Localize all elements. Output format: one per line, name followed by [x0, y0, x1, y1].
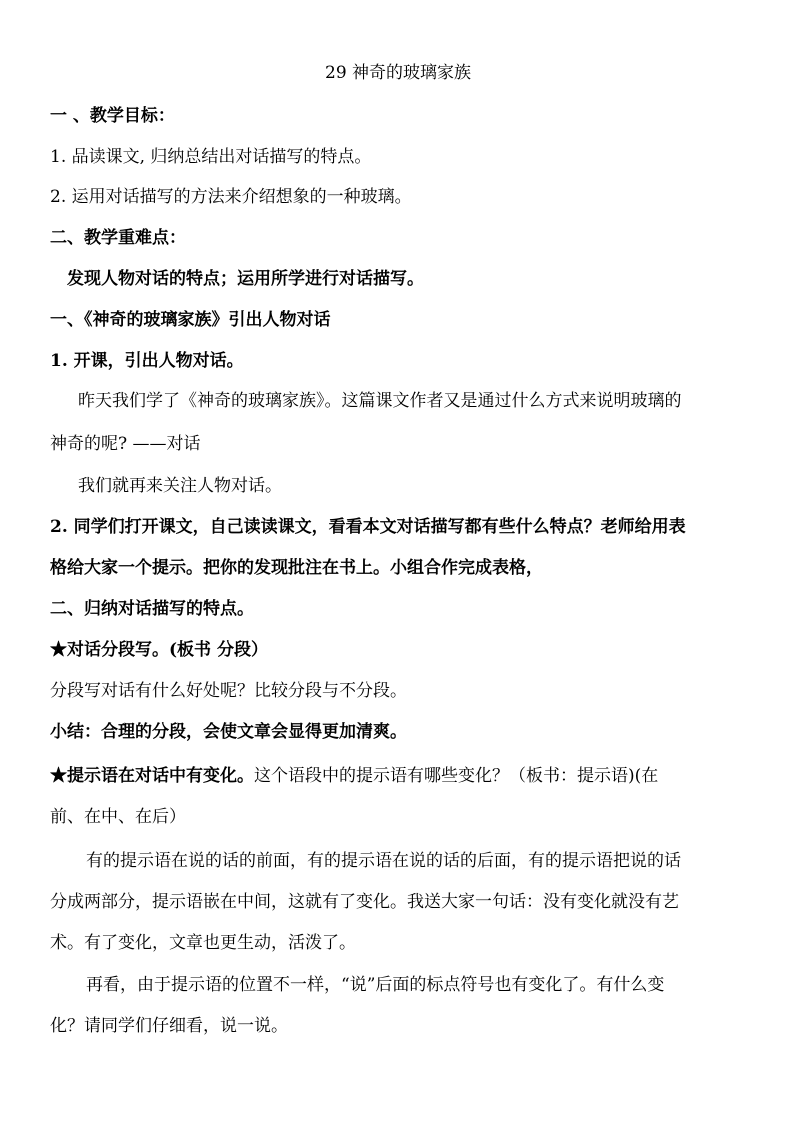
step-2-line-1: 2. 同学们打开课文，自己读读课文，看看本文对话描写都有些什么特点？老师给用表: [50, 517, 686, 537]
heading-key-points: 二、教学重难点：: [50, 228, 186, 248]
paragraph-3-line-3: 术。有了变化，文章也更生动，活泼了。: [50, 933, 356, 953]
star-item-2-rest: 这个语段中的提示语有哪些变化？（板书：提示语)(在: [254, 766, 659, 786]
goal-item-1: 1. 品读课文, 归纳总结出对话描写的特点。: [50, 147, 372, 167]
question-1: 分段写对话有什么好处呢？比较分段与不分段。: [50, 681, 407, 701]
star-item-1: ★对话分段写。(板书 分段）: [50, 640, 268, 660]
section-heading-1: 一、《神奇的玻璃家族》引出人物对话: [50, 310, 331, 330]
page-title: 29 神奇的玻璃家族: [325, 63, 472, 83]
paragraph-1-line-2: 神奇的呢? ——对话: [50, 434, 201, 454]
heading-teaching-goals: 一 、教学目标：: [50, 106, 175, 126]
section-heading-2: 二、归纳对话描写的特点。: [50, 599, 254, 619]
key-point-text: 发现人物对话的特点；运用所学进行对话描写。: [67, 269, 424, 289]
goal-item-2: 2. 运用对话描写的方法来介绍想象的一种玻璃。: [50, 187, 412, 207]
paragraph-2: 我们就再来关注人物对话。: [78, 476, 282, 496]
paragraph-3-line-1: 有的提示语在说的话的前面，有的提示语在说的话的后面，有的提示语把说的话: [86, 851, 681, 871]
paragraph-4-line-2: 化？请同学们仔细看，说一说。: [50, 1016, 288, 1036]
star-item-2-line-1: [50, 764, 658, 788]
step-1: 1. 开课，引出人物对话。: [50, 351, 244, 371]
paragraph-3-line-2: 分成两部分，提示语嵌在中间，这就有了变化。我送大家一句话：没有变化就没有艺: [50, 892, 679, 912]
step-2-line-2: 格给大家一个提示。把你的发现批注在书上。小组合作完成表格，: [50, 558, 543, 578]
paragraph-4-line-1: 再看，由于提示语的位置不一样，“说”后面的标点符号也有变化了。有什么变: [86, 975, 665, 995]
summary: 小结：合理的分段，会使文章会显得更加清爽。: [50, 722, 407, 742]
paragraph-1-line-1: 昨天我们学了《神奇的玻璃家族》。这篇课文作者又是通过什么方式来说明玻璃的: [78, 391, 682, 411]
star-item-2-lead: ★提示语在对话中有变化。: [50, 766, 254, 786]
star-item-2-line-2: 前、在中、在后）: [50, 807, 186, 827]
